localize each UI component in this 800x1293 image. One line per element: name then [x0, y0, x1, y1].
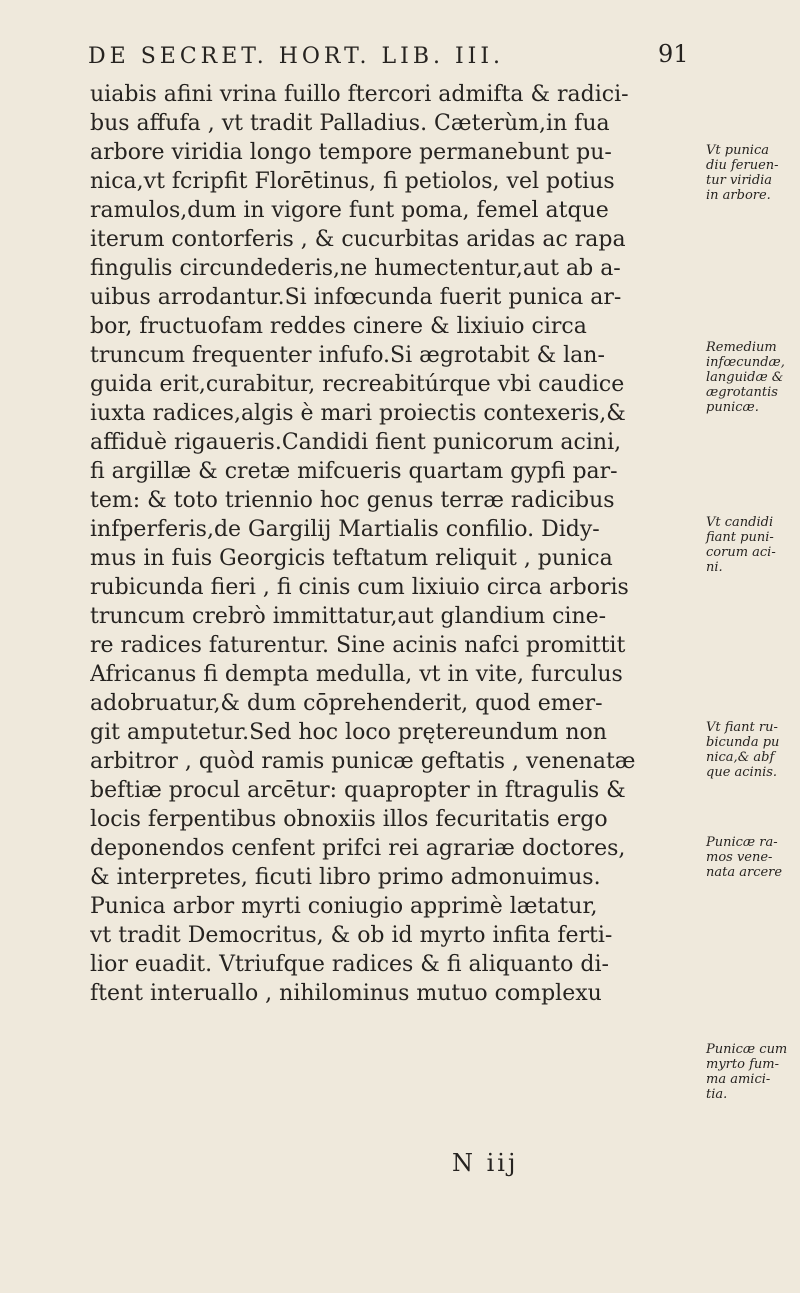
margin-note-line: Punicæ cum [706, 1042, 788, 1057]
margin-note-line: infœcundæ, [706, 355, 785, 370]
text-line: arbitror , quòd ramis punicæ geftatis , venenatæ [90, 749, 636, 774]
margin-note-line: in arbore. [706, 188, 771, 203]
text-line: Punica arbor myrti coniugio apprimè lætatur, [90, 894, 598, 919]
margin-note-line: nica,& abf [706, 750, 775, 765]
margin-note-line: punicæ. [706, 400, 759, 415]
text-line: & interpretes, ficuti libro primo admonuimus. [90, 865, 601, 890]
margin-note-line: tia. [706, 1087, 728, 1102]
margin-note-line: myrto fum- [706, 1057, 779, 1072]
text-line: bor, fructuofam reddes cinere & lixiuio circa [90, 314, 587, 339]
margin-note-line: bicunda pu [706, 735, 780, 750]
page-number: 91 [658, 40, 689, 68]
margin-note [706, 1042, 800, 1102]
margin-note [706, 720, 800, 780]
margin-note [706, 340, 800, 415]
margin-note-line: Vt candidi [706, 515, 774, 530]
text-line: mus in fuis Georgicis teftatum reliquit , punica [90, 546, 613, 571]
text-line: truncum crebrò immittatur,aut glandium cine- [90, 604, 607, 629]
main-text-block [90, 80, 698, 1008]
text-line: fingulis circundederis,ne humectentur,aut ab a- [90, 256, 621, 281]
running-head: DE SECRET. HORT. LIB. III. [88, 44, 505, 69]
margin-note [706, 143, 800, 203]
margin-note-line: diu feruen- [706, 158, 779, 173]
signature-mark: N iij [452, 1149, 519, 1177]
margin-note-line: fiant puni- [706, 530, 774, 545]
text-line: ramulos,dum in vigore funt poma, femel atque [90, 198, 609, 223]
text-line: git amputetur.Sed hoc loco prętereundum non [90, 720, 607, 745]
margin-note-line: Vt punica [706, 143, 770, 158]
text-line: guida erit,curabitur, recreabitúrque vbi caudice [90, 372, 625, 397]
margin-note-line: Punicæ ra- [706, 835, 778, 850]
margin-note-line: Vt fiant ru- [706, 720, 778, 735]
text-line: adobruatur,& dum cōprehenderit, quod emer- [90, 691, 603, 716]
text-line: nica,vt fcripfit Florētinus, fi petiolos, vel potius [90, 169, 615, 194]
margin-note-line: ægrotantis [706, 385, 778, 400]
text-line: affiduè rigaueris.Candidi fient punicorum acini, [90, 430, 622, 455]
text-line: iuxta radices,algis è mari proiectis contexeris,& [90, 401, 626, 426]
text-line: infperferis,de Gargilij Martialis confilio. Didy- [90, 517, 600, 542]
text-line: deponendos cenfent prifci rei agrariæ doctores, [90, 836, 626, 861]
text-line: uibus arrodantur.Si infœcunda fuerit punica ar- [90, 285, 622, 310]
text-line: fi argillæ & cretæ mifcueris quartam gypfi par- [90, 459, 618, 484]
text-line: uiabis afini vrina fuillo ftercori admifta & radici- [90, 82, 629, 107]
margin-note [706, 515, 800, 575]
margin-note-line: Remedium [706, 340, 777, 355]
text-line: tem: & toto triennio hoc genus terræ radicibus [90, 488, 615, 513]
margin-note-line: corum aci- [706, 545, 776, 560]
margin-note-line: tur viridia [706, 173, 773, 188]
text-line: Africanus fi dempta medulla, vt in vite, furculus [90, 662, 623, 687]
text-line: rubicunda fieri , fi cinis cum lixiuio circa arboris [90, 575, 629, 600]
margin-note-line: ni. [706, 560, 723, 575]
text-line: bus affufa , vt tradit Palladius. Cæterùm,in fua [90, 111, 610, 136]
margin-note-line: mos vene- [706, 850, 773, 865]
text-line: vt tradit Democritus, & ob id myrto infita ferti- [90, 923, 613, 948]
text-line: arbore viridia longo tempore permanebunt pu- [90, 140, 612, 165]
margin-note-line: nata arcere [706, 865, 783, 880]
text-line: lior euadit. Vtriufque radices & fi aliquanto di- [90, 952, 609, 977]
margin-note-line: languidæ & [706, 370, 784, 385]
text-line: ftent interuallo , nihilominus mutuo complexu [90, 981, 602, 1006]
text-line: re radices faturentur. Sine acinis nafci promittit [90, 633, 626, 658]
text-line: iterum contorferis , & cucurbitas aridas ac rapa [90, 227, 626, 252]
text-line: beftiæ procul arcētur: quapropter in ftragulis & [90, 778, 626, 803]
text-line: locis ferpentibus obnoxiis illos fecuritatis ergo [90, 807, 608, 832]
text-line: truncum frequenter infufo.Si ægrotabit & lan- [90, 343, 605, 368]
margin-note-line: ma amici- [706, 1072, 771, 1087]
margin-note-line: que acinis. [706, 765, 778, 780]
margin-note [706, 835, 800, 880]
